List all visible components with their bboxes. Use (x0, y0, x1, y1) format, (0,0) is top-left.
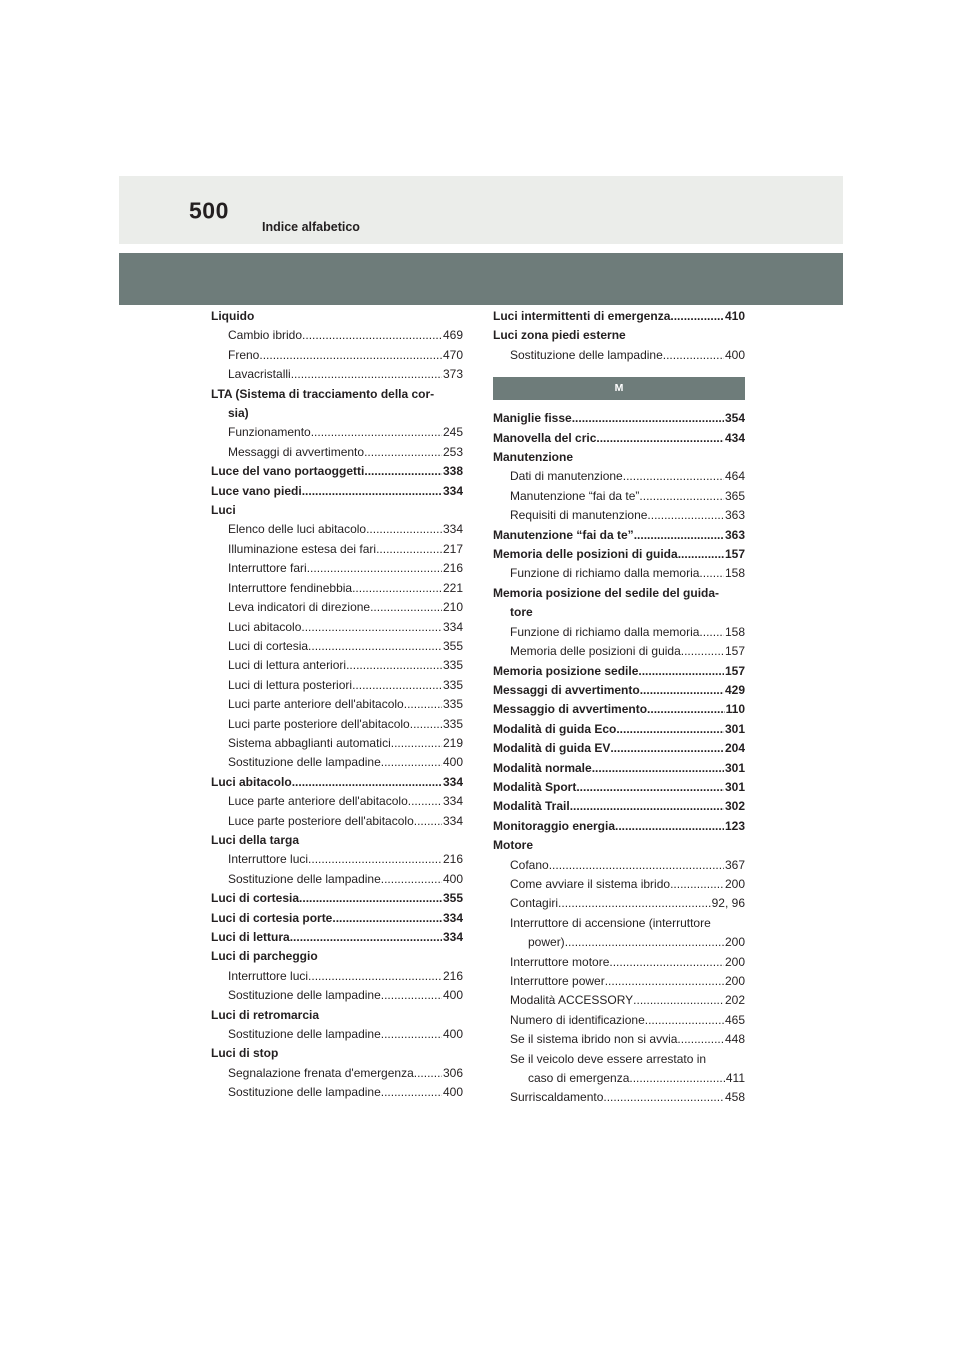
entry-label: Luci di cortesia (228, 638, 309, 653)
leader-dots (370, 598, 442, 617)
entry-label: Monitoraggio energia (493, 818, 616, 833)
index-entry (211, 482, 463, 501)
index-entry (493, 564, 745, 583)
entry-label: Dati di manutenzione (510, 469, 623, 484)
index-entry: Se il veicolo deve essere arrestato in (510, 1051, 707, 1066)
leader-dots (549, 856, 724, 875)
index-entry (493, 856, 745, 875)
index-entry (493, 681, 745, 700)
index-entry (493, 894, 745, 913)
entry-page-number: 400 (442, 1085, 463, 1100)
entry-page-number: 470 (442, 347, 463, 362)
index-entry: Manutenzione (493, 450, 573, 465)
index-entry (493, 623, 745, 642)
entry-page-number: 448 (724, 1032, 745, 1047)
leader-dots (572, 409, 724, 428)
index-entry (211, 676, 463, 695)
leader-dots (615, 817, 724, 836)
index-entry: Interruttore di accensione (interruttore (510, 915, 711, 930)
entry-label: Messaggi di avvertimento (493, 682, 640, 697)
index-entry (211, 656, 463, 675)
entry-label: Lavacristalli (228, 367, 291, 382)
leader-dots (645, 1011, 724, 1030)
entry-label: Sostituzione delle lampadine (228, 1027, 381, 1042)
entry-label: Luci abitacolo (228, 619, 302, 634)
entry-label: Modalità Sport (493, 779, 577, 794)
entry-page-number: 216 (442, 968, 463, 983)
leader-dots (609, 953, 724, 972)
entry-page-number: 334 (442, 794, 463, 809)
leader-dots (332, 909, 442, 928)
leader-dots (623, 467, 724, 486)
index-entry (493, 778, 745, 797)
index-entry: Memoria posizione del sedile del guida- (493, 585, 720, 600)
index-entry (493, 429, 745, 448)
entry-label: Leva indicatori di direzione (228, 600, 371, 615)
leader-dots (308, 967, 442, 986)
index-entry (211, 773, 463, 792)
index-entry (211, 346, 463, 365)
entry-page-number: 458 (724, 1090, 745, 1105)
entry-page-number: 354 (724, 411, 745, 426)
leader-dots (634, 526, 724, 545)
entry-page-number: 363 (724, 527, 745, 542)
leader-dots (391, 734, 442, 753)
leader-dots (639, 487, 724, 506)
entry-page-number: 410 (724, 309, 745, 323)
leader-dots (408, 792, 442, 811)
entry-label: Luci di lettura anteriori (228, 658, 347, 673)
entry-page-number: 338 (442, 464, 463, 479)
index-entry (493, 467, 745, 486)
entry-page-number: 334 (442, 813, 463, 828)
index-entry: sia) (228, 406, 249, 421)
entry-page-number: 465 (724, 1012, 745, 1027)
index-entry (493, 991, 745, 1010)
entry-label: Sostituzione delle lampadine (228, 1085, 381, 1100)
entry-label: Funzione di richiamo dalla memoria (510, 566, 700, 581)
entry-page-number: 217 (442, 541, 463, 556)
section-letter-band: M (493, 377, 745, 400)
entry-page-number: 335 (442, 697, 463, 712)
entry-label: Sostituzione delle lampadine (228, 755, 381, 770)
leader-dots (292, 773, 442, 792)
leader-dots (259, 346, 442, 365)
index-entry (493, 662, 745, 681)
index-entry: Luci (211, 503, 236, 518)
entry-label: Luce parte posteriore dell'abitacolo (228, 813, 414, 828)
entry-label: Se il sistema ibrido non si avvia (510, 1032, 678, 1047)
running-title: Indice alfabetico (262, 220, 360, 234)
leader-dots (311, 423, 442, 442)
leader-dots (291, 365, 442, 384)
index-entry (493, 1088, 745, 1107)
entry-label: Cambio ibrido (228, 328, 303, 343)
entry-page-number: 157 (724, 547, 745, 562)
entry-page-number: 334 (442, 483, 463, 498)
index-entry (493, 953, 745, 972)
leader-dots (603, 1088, 724, 1107)
entry-page-number: 216 (442, 852, 463, 867)
index-entry (493, 797, 745, 816)
index-entry (211, 1083, 463, 1102)
entry-page-number: 335 (442, 716, 463, 731)
entry-label: Funzione di richiamo dalla memoria (510, 624, 700, 639)
entry-label: Modalità di guida EV (493, 741, 611, 756)
entry-label: Memoria delle posizioni di guida (510, 644, 681, 659)
page-number: 500 (189, 197, 229, 224)
leader-dots (596, 429, 724, 448)
index-entry (493, 409, 745, 428)
entry-page-number: 355 (442, 638, 463, 653)
leader-dots (364, 462, 442, 481)
index-entry (211, 715, 463, 734)
entry-page-number: 400 (442, 988, 463, 1003)
index-entry (211, 598, 463, 617)
entry-page-number: 400 (442, 1027, 463, 1042)
index-entry (493, 739, 745, 758)
entry-label: caso di emergenza (528, 1071, 630, 1086)
index-entry (211, 520, 463, 539)
leader-dots (381, 1083, 442, 1102)
index-column-right (493, 307, 745, 1108)
entry-page-number: 434 (724, 430, 745, 445)
index-entry (493, 506, 745, 525)
index-entry (211, 423, 463, 442)
index-entry (493, 346, 745, 365)
entry-page-number: 245 (442, 425, 463, 440)
entry-label: Luce parte anteriore dell'abitacolo (228, 794, 408, 809)
entry-label: Sostituzione delle lampadine (228, 871, 381, 886)
entry-label: Sostituzione delle lampadine (510, 347, 663, 362)
entry-label: Manovella del cric (493, 430, 597, 445)
entry-label: Freno (228, 347, 260, 362)
leader-dots (663, 346, 724, 365)
leader-dots (640, 681, 724, 700)
entry-page-number: 302 (724, 799, 745, 814)
index-entry (493, 817, 745, 836)
entry-label: Modalità di guida Eco (493, 721, 617, 736)
index-entry: LTA (Sistema di tracciamento della cor- (211, 386, 435, 401)
entry-page-number: 400 (442, 871, 463, 886)
entry-label: Numero di identificazione (510, 1012, 645, 1027)
leader-dots (346, 656, 442, 675)
index-entry (211, 928, 463, 947)
entry-label: Modalità normale (493, 760, 592, 775)
leader-dots (610, 739, 724, 758)
index-entry (211, 695, 463, 714)
entry-page-number: 216 (442, 561, 463, 576)
index-entry (211, 870, 463, 889)
index-entry (211, 365, 463, 384)
index-entry (211, 1025, 463, 1044)
index-entry (493, 642, 745, 661)
entry-page-number: 355 (442, 891, 463, 906)
entry-page-number: 110 (725, 702, 745, 717)
entry-label: Memoria posizione sedile (493, 663, 639, 678)
entry-label: Illuminazione estesa dei fari (228, 541, 377, 556)
index-entry (211, 850, 463, 869)
entry-page-number: 200 (724, 974, 745, 988)
leader-dots (638, 662, 724, 681)
index-entry (493, 307, 745, 326)
entry-page-number: 301 (724, 779, 745, 794)
leader-dots (605, 972, 724, 991)
index-entry (493, 875, 745, 894)
entry-page-number: 301 (724, 721, 745, 736)
leader-dots (633, 991, 724, 1010)
leader-dots (352, 676, 442, 695)
index-entry (493, 933, 745, 952)
leader-dots (678, 545, 724, 564)
index-entry: Luci della targa (211, 832, 300, 847)
index-entry (493, 759, 745, 778)
entry-page-number: 202 (724, 993, 745, 1008)
entry-page-number: 157 (724, 644, 745, 659)
entry-page-number: 158 (724, 566, 745, 581)
index-entry (211, 559, 463, 578)
index-entry: Luci di parcheggio (211, 949, 318, 964)
index-entry (493, 700, 745, 719)
entry-page-number: 335 (442, 677, 463, 692)
leader-dots (299, 889, 442, 908)
entry-label: Luce del vano portaoggetti (211, 464, 365, 479)
index-entry (211, 967, 463, 986)
leader-dots (629, 1069, 724, 1088)
entry-label: Maniglie fisse (493, 411, 572, 426)
index-entry (211, 889, 463, 908)
leader-dots (414, 812, 442, 831)
leader-dots (647, 700, 725, 719)
leader-dots (670, 307, 724, 326)
entry-page-number: 367 (724, 857, 745, 872)
entry-label: Messaggi di avvertimento (228, 444, 365, 459)
entry-label: Interruttore luci (228, 852, 309, 867)
entry-label: Requisiti di manutenzione (510, 508, 648, 523)
leader-dots (381, 986, 442, 1005)
leader-dots (290, 928, 442, 947)
index-entry (493, 1030, 745, 1049)
entry-label: Funzionamento (228, 425, 311, 440)
entry-page-number: 334 (442, 522, 463, 537)
index-entry (211, 618, 463, 637)
entry-page-number: 158 (724, 624, 745, 639)
entry-page-number: 400 (442, 755, 463, 770)
entry-page-number: 200 (724, 954, 745, 969)
entry-label: Luci parte anteriore dell'abitacolo (228, 697, 404, 712)
entry-page-number: 400 (724, 347, 745, 362)
entry-label: Segnalazione frenata d'emergenza (228, 1065, 414, 1080)
leader-dots (565, 933, 724, 952)
leader-dots (364, 443, 442, 462)
entry-label: Luci abitacolo (211, 774, 292, 789)
leader-dots (366, 520, 442, 539)
entry-label: Manutenzione “fai da te” (493, 527, 634, 542)
index-entry (211, 734, 463, 753)
leader-dots (404, 695, 442, 714)
entry-page-number: 210 (442, 600, 463, 615)
entry-label: Manutenzione “fai da te” (510, 488, 640, 503)
leader-dots (381, 1025, 442, 1044)
entry-label: Sistema abbaglianti automatici (228, 735, 391, 750)
entry-label: Luci di cortesia (211, 891, 300, 906)
entry-page-number: 411 (725, 1071, 745, 1086)
leader-dots (570, 797, 724, 816)
leader-dots (376, 540, 442, 559)
entry-label: Modalità ACCESSORY (510, 993, 634, 1008)
leader-dots (352, 579, 442, 598)
entry-page-number: 335 (442, 658, 463, 673)
entry-label: Come avviare il sistema ibrido (510, 876, 671, 891)
leader-dots (558, 894, 711, 913)
entry-label: Luci parte posteriore dell'abitacolo (228, 716, 410, 731)
header-band (119, 253, 843, 305)
entry-page-number: 92, 96 (711, 896, 745, 911)
index-entry (211, 637, 463, 656)
leader-dots (308, 850, 442, 869)
entry-label: Contagiri (510, 896, 559, 911)
index-entry: tore (510, 605, 533, 620)
index-entry (211, 753, 463, 772)
entry-page-number: 365 (724, 488, 745, 503)
index-entry (211, 909, 463, 928)
entry-page-number: 334 (442, 774, 463, 789)
entry-label: Messaggio di avvertimento (493, 702, 648, 717)
entry-page-number: 253 (442, 444, 463, 459)
index-entry (211, 462, 463, 481)
entry-label: Luci di cortesia porte (211, 910, 333, 925)
index-column-left (211, 307, 463, 1103)
index-entry (211, 540, 463, 559)
entry-page-number: 334 (442, 930, 463, 944)
leader-dots (308, 637, 442, 656)
entry-page-number: 334 (442, 619, 463, 634)
entry-label: Surriscaldamento (510, 1090, 604, 1105)
leader-dots (381, 870, 442, 889)
entry-label: Interruttore power (510, 974, 605, 988)
entry-label: Sostituzione delle lampadine (228, 988, 381, 1003)
entry-label: Modalità Trail (493, 799, 570, 814)
leader-dots (681, 642, 724, 661)
index-entry: Luci di retromarcia (211, 1007, 320, 1022)
entry-page-number: 123 (724, 818, 745, 833)
entry-page-number: 301 (724, 760, 745, 775)
leader-dots (302, 326, 442, 345)
entry-label: Luci di lettura (211, 930, 290, 944)
entry-label: Interruttore fari (228, 561, 307, 576)
index-entry (211, 443, 463, 462)
index-entry (493, 1069, 745, 1088)
leader-dots (414, 1064, 442, 1083)
leader-dots (647, 506, 724, 525)
index-entry: Luci zona piedi esterne (493, 328, 626, 343)
index-entry (493, 972, 745, 991)
index-entry (211, 326, 463, 345)
entry-label: power) (528, 935, 565, 950)
index-entry: Motore (493, 838, 533, 853)
entry-label: Interruttore motore (510, 954, 610, 969)
leader-dots (699, 564, 724, 583)
entry-page-number: 363 (724, 508, 745, 523)
entry-label: Elenco delle luci abitacolo (228, 522, 367, 537)
entry-page-number: 429 (724, 682, 745, 697)
entry-label: Memoria delle posizioni di guida (493, 547, 678, 562)
entry-label: Luci di lettura posteriori (228, 677, 353, 692)
index-entry: Luci di stop (211, 1046, 279, 1061)
entry-page-number: 200 (724, 876, 745, 891)
index-entry (493, 487, 745, 506)
index-entry (211, 792, 463, 811)
entry-label: Interruttore fendinebbia (228, 580, 353, 595)
entry-label: Luci intermittenti di emergenza (493, 309, 671, 323)
entry-label: Cofano (510, 857, 549, 872)
entry-page-number: 219 (442, 735, 463, 750)
entry-page-number: 306 (442, 1065, 463, 1080)
index-entry (211, 812, 463, 831)
index-entry: Liquido (211, 309, 255, 323)
leader-dots (307, 559, 442, 578)
index-entry (211, 579, 463, 598)
leader-dots (576, 778, 724, 797)
index-entry (493, 720, 745, 739)
index-entry (211, 986, 463, 1005)
leader-dots (699, 623, 724, 642)
index-entry (493, 545, 745, 564)
leader-dots (302, 482, 442, 501)
leader-dots (381, 753, 442, 772)
entry-page-number: 373 (442, 367, 463, 382)
entry-label: Luce vano piedi (211, 483, 302, 498)
entry-page-number: 157 (724, 663, 745, 678)
index-entry (493, 1011, 745, 1030)
leader-dots (670, 875, 724, 894)
entry-page-number: 204 (724, 741, 745, 756)
leader-dots (410, 715, 442, 734)
entry-page-number: 221 (442, 580, 463, 595)
leader-dots (592, 759, 724, 778)
index-entry (493, 526, 745, 545)
entry-page-number: 200 (724, 935, 745, 950)
leader-dots (677, 1030, 724, 1049)
entry-page-number: 464 (724, 469, 745, 484)
entry-page-number: 469 (442, 328, 463, 343)
entry-page-number: 334 (442, 910, 463, 925)
leader-dots (616, 720, 724, 739)
leader-dots (301, 618, 442, 637)
entry-label: Interruttore luci (228, 968, 309, 983)
index-entry (211, 1064, 463, 1083)
